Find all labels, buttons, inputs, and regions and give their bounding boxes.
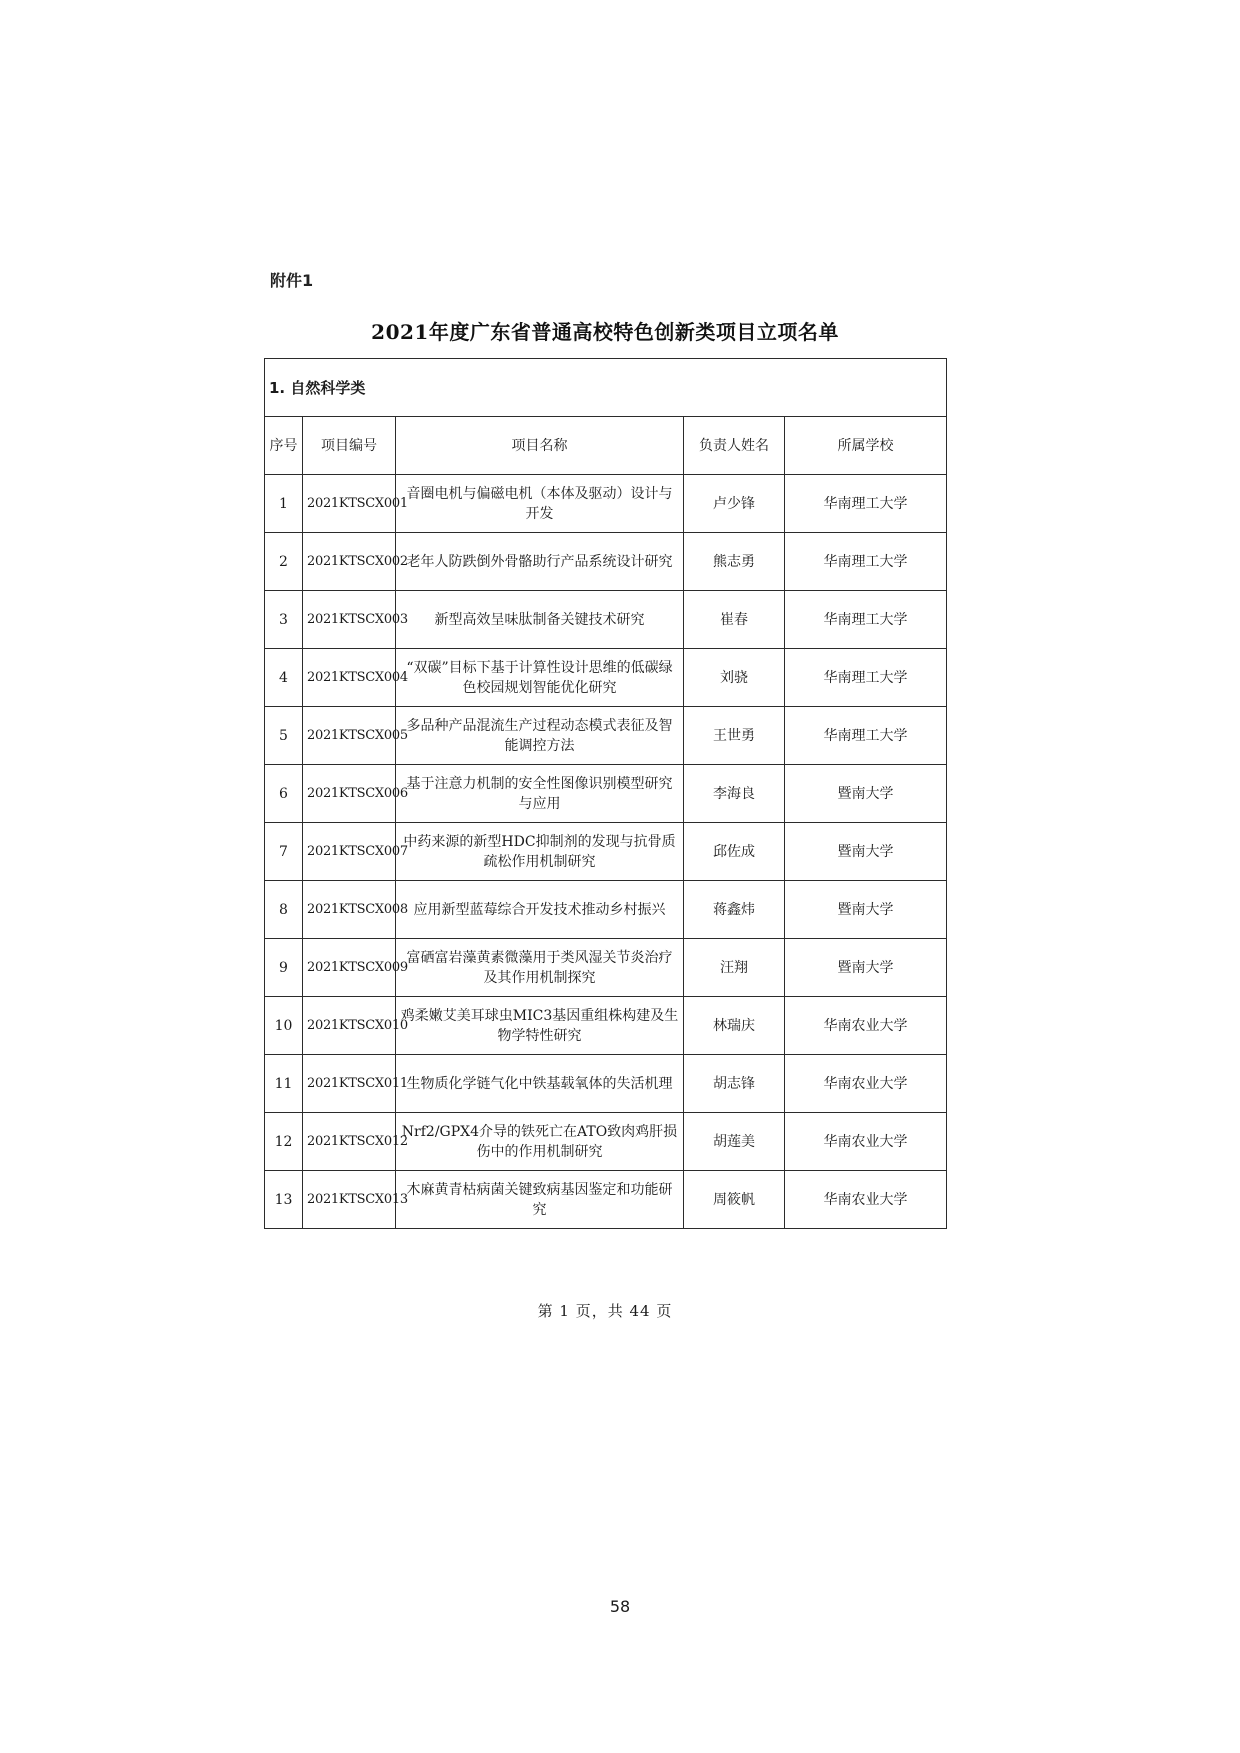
cell-project-name: 老年人防跌倒外骨骼助行产品系统设计研究 (396, 533, 684, 591)
cell-no: 6 (265, 765, 303, 823)
cell-school: 华南农业大学 (785, 1171, 947, 1229)
cell-school: 华南理工大学 (785, 475, 947, 533)
cell-school: 暨南大学 (785, 823, 947, 881)
project-table (264, 358, 947, 1229)
cell-no: 5 (265, 707, 303, 765)
cell-school: 暨南大学 (785, 765, 947, 823)
cell-code: 2021KTSCX005 (303, 707, 396, 765)
table-row (265, 475, 947, 533)
table-row (265, 881, 947, 939)
column-header-code: 项目编号 (303, 417, 396, 475)
cell-school: 华南理工大学 (785, 707, 947, 765)
cell-school: 暨南大学 (785, 881, 947, 939)
cell-school: 华南农业大学 (785, 1113, 947, 1171)
cell-leader: 刘骁 (684, 649, 785, 707)
cell-project-name: 鸡柔嫩艾美耳球虫MIC3基因重组株构建及生物学特性研究 (396, 997, 684, 1055)
cell-school: 华南农业大学 (785, 1055, 947, 1113)
cell-leader: 林瑞庆 (684, 997, 785, 1055)
column-header-school: 所属学校 (785, 417, 947, 475)
cell-project-name: 应用新型蓝莓综合开发技术推动乡村振兴 (396, 881, 684, 939)
cell-leader: 胡志锋 (684, 1055, 785, 1113)
cell-code: 2021KTSCX013 (303, 1171, 396, 1229)
cell-school: 华南理工大学 (785, 533, 947, 591)
cell-code: 2021KTSCX007 (303, 823, 396, 881)
cell-no: 3 (265, 591, 303, 649)
cell-no: 9 (265, 939, 303, 997)
cell-leader: 李海良 (684, 765, 785, 823)
cell-project-name: Nrf2/GPX4介导的铁死亡在ATO致肉鸡肝损伤中的作用机制研究 (396, 1113, 684, 1171)
document-title: 2021年度广东省普通高校特色创新类项目立项名单 (371, 320, 839, 344)
table-row (265, 1171, 947, 1229)
cell-project-name: 基于注意力机制的安全性图像识别模型研究与应用 (396, 765, 684, 823)
cell-code: 2021KTSCX011 (303, 1055, 396, 1113)
cell-school: 暨南大学 (785, 939, 947, 997)
table-row (265, 649, 947, 707)
cell-project-name: 生物质化学链气化中铁基载氧体的失活机理 (396, 1055, 684, 1113)
cell-no: 7 (265, 823, 303, 881)
cell-leader: 周筱帆 (684, 1171, 785, 1229)
cell-code: 2021KTSCX012 (303, 1113, 396, 1171)
cell-no: 8 (265, 881, 303, 939)
cell-leader: 王世勇 (684, 707, 785, 765)
cell-project-name: 中药来源的新型HDC抑制剂的发现与抗骨质疏松作用机制研究 (396, 823, 684, 881)
cell-code: 2021KTSCX001 (303, 475, 396, 533)
cell-code: 2021KTSCX009 (303, 939, 396, 997)
cell-no: 4 (265, 649, 303, 707)
cell-no: 2 (265, 533, 303, 591)
section-row (265, 359, 947, 417)
cell-project-name: 多品种产品混流生产过程动态模式表征及智能调控方法 (396, 707, 684, 765)
table-row (265, 1113, 947, 1171)
attachment-label: 附件1 (270, 271, 314, 290)
table-row (265, 533, 947, 591)
cell-code: 2021KTSCX010 (303, 997, 396, 1055)
cell-school: 华南理工大学 (785, 591, 947, 649)
cell-leader: 胡莲美 (684, 1113, 785, 1171)
cell-no: 10 (265, 997, 303, 1055)
cell-leader: 邱佐成 (684, 823, 785, 881)
cell-project-name: 木麻黄青枯病菌关键致病基因鉴定和功能研究 (396, 1171, 684, 1229)
cell-no: 12 (265, 1113, 303, 1171)
cell-code: 2021KTSCX008 (303, 881, 396, 939)
cell-code: 2021KTSCX002 (303, 533, 396, 591)
cell-leader: 熊志勇 (684, 533, 785, 591)
section-title: 1. 自然科学类 (265, 359, 947, 417)
cell-code: 2021KTSCX004 (303, 649, 396, 707)
table-row (265, 1055, 947, 1113)
table-row (265, 591, 947, 649)
cell-project-name: “双碳”目标下基于计算性设计思维的低碳绿色校园规划智能优化研究 (396, 649, 684, 707)
column-header-leader: 负责人姓名 (684, 417, 785, 475)
cell-no: 13 (265, 1171, 303, 1229)
table-row (265, 939, 947, 997)
table-header-row (265, 417, 947, 475)
table-row (265, 707, 947, 765)
cell-leader: 崔春 (684, 591, 785, 649)
cell-no: 1 (265, 475, 303, 533)
cell-leader: 蒋鑫炜 (684, 881, 785, 939)
cell-school: 华南理工大学 (785, 649, 947, 707)
cell-project-name: 音圈电机与偏磁电机（本体及驱动）设计与开发 (396, 475, 684, 533)
table-row (265, 997, 947, 1055)
cell-project-name: 富硒富岩藻黄素微藻用于类风湿关节炎治疗及其作用机制探究 (396, 939, 684, 997)
table-row (265, 823, 947, 881)
scan-page-number: 58 (609, 1597, 631, 1616)
column-header-name: 项目名称 (396, 417, 684, 475)
cell-leader: 卢少锋 (684, 475, 785, 533)
cell-school: 华南农业大学 (785, 997, 947, 1055)
page-footer: 第 1 页，共 44 页 (537, 1302, 673, 1320)
cell-leader: 汪翔 (684, 939, 785, 997)
cell-no: 11 (265, 1055, 303, 1113)
cell-code: 2021KTSCX006 (303, 765, 396, 823)
table-row (265, 765, 947, 823)
column-header-no: 序号 (265, 417, 303, 475)
cell-project-name: 新型高效呈味肽制备关键技术研究 (396, 591, 684, 649)
cell-code: 2021KTSCX003 (303, 591, 396, 649)
